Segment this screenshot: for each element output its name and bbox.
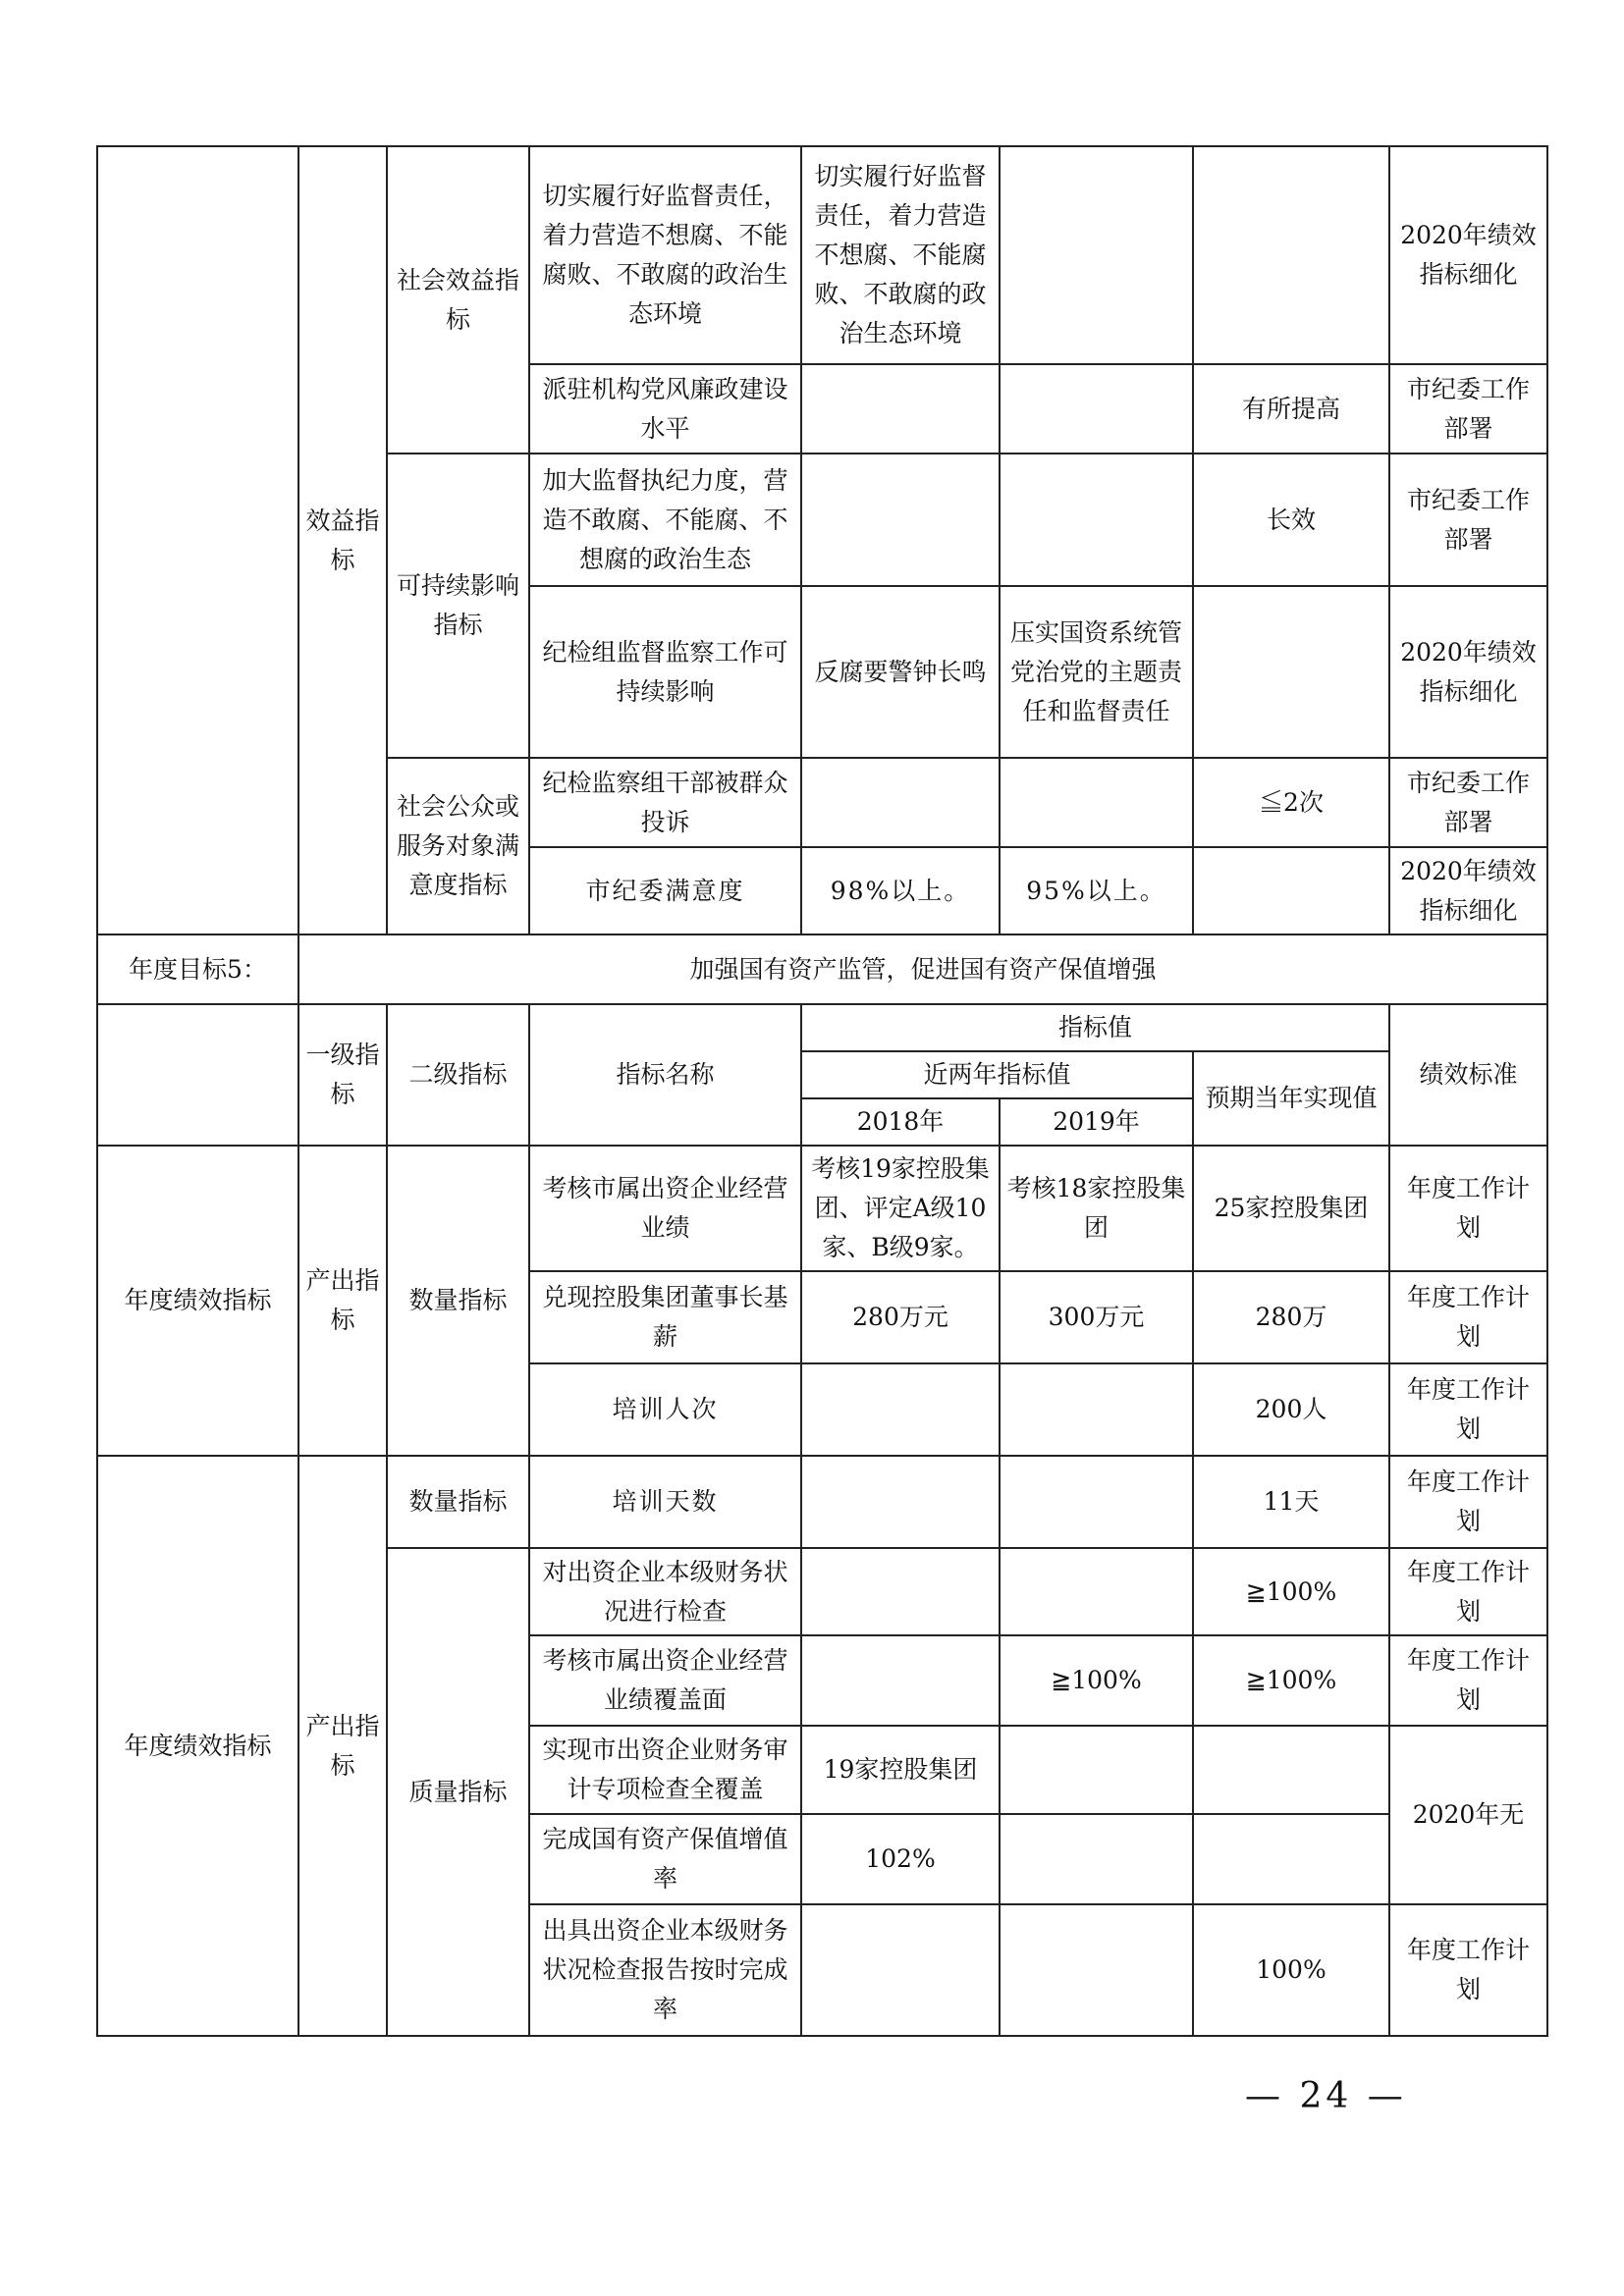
expected-value bbox=[1193, 146, 1389, 364]
goal-text: 加强国有资产监管，促进国有资产保值增强 bbox=[298, 934, 1547, 1004]
value-2018 bbox=[801, 1548, 1000, 1635]
value-2018: 考核19家控股集团、评定A级10家、B级9家。 bbox=[801, 1146, 1000, 1271]
value-2019 bbox=[1000, 758, 1193, 847]
value-2018: 98%以上。 bbox=[801, 847, 1000, 934]
value-2019 bbox=[1000, 364, 1193, 454]
level2-indicator: 社会公众或服务对象满意度指标 bbox=[387, 758, 529, 934]
performance-standard: 年度工作计划 bbox=[1389, 1635, 1547, 1726]
value-2019: 压实国资系统管党治党的主题责任和监督责任 bbox=[1000, 586, 1193, 758]
empty-cell bbox=[97, 146, 298, 934]
indicator-name: 兑现控股集团董事长基薪 bbox=[529, 1271, 801, 1363]
header-indicator-value: 指标值 bbox=[801, 1004, 1389, 1051]
level2-indicator: 社会效益指标 bbox=[387, 146, 529, 454]
level1-indicator: 产出指标 bbox=[298, 1146, 387, 1456]
level2-indicator: 数量指标 bbox=[387, 1146, 529, 1456]
level1-indicator: 产出指标 bbox=[298, 1456, 387, 2036]
expected-value: 100% bbox=[1193, 1904, 1389, 2036]
header-level2: 二级指标 bbox=[387, 1004, 529, 1146]
value-2018 bbox=[801, 758, 1000, 847]
annual-indicator-label: 年度绩效指标 bbox=[97, 1456, 298, 2036]
performance-standard: 年度工作计划 bbox=[1389, 1363, 1547, 1456]
goal-label: 年度目标5： bbox=[97, 934, 298, 1004]
value-2019 bbox=[1000, 1814, 1193, 1904]
indicator-name: 派驻机构党风廉政建设水平 bbox=[529, 364, 801, 454]
expected-value bbox=[1193, 1726, 1389, 1814]
value-2018 bbox=[801, 1635, 1000, 1726]
value-2018: 102% bbox=[801, 1814, 1000, 1904]
performance-standard: 2020年无 bbox=[1389, 1726, 1547, 1904]
expected-value: 200人 bbox=[1193, 1363, 1389, 1456]
value-2018: 切实履行好监督责任，着力营造不想腐、不能腐败、不敢腐的政治生态环境 bbox=[801, 146, 1000, 364]
indicator-name: 考核市属出资企业经营业绩覆盖面 bbox=[529, 1635, 801, 1726]
page-number: — 24 — bbox=[1245, 2076, 1407, 2116]
performance-standard: 年度工作计划 bbox=[1389, 1548, 1547, 1635]
expected-value: 长效 bbox=[1193, 454, 1389, 586]
header-2018: 2018年 bbox=[801, 1098, 1000, 1146]
performance-standard: 年度工作计划 bbox=[1389, 1271, 1547, 1363]
value-2019 bbox=[1000, 1726, 1193, 1814]
indicator-name: 考核市属出资企业经营业绩 bbox=[529, 1146, 801, 1271]
value-2019 bbox=[1000, 1548, 1193, 1635]
performance-standard: 2020年绩效指标细化 bbox=[1389, 847, 1547, 934]
expected-value bbox=[1193, 586, 1389, 758]
expected-value: 280万 bbox=[1193, 1271, 1389, 1363]
header-indicator-name: 指标名称 bbox=[529, 1004, 801, 1146]
header-row bbox=[97, 1004, 1547, 1051]
table-row bbox=[97, 1146, 1547, 1271]
value-2019 bbox=[1000, 146, 1193, 364]
expected-value bbox=[1193, 1814, 1389, 1904]
performance-standard: 市纪委工作部署 bbox=[1389, 454, 1547, 586]
level2-indicator: 可持续影响指标 bbox=[387, 454, 529, 758]
performance-standard: 年度工作计划 bbox=[1389, 1456, 1547, 1548]
table-row bbox=[97, 146, 1547, 364]
value-2018 bbox=[801, 364, 1000, 454]
header-recent-two-years: 近两年指标值 bbox=[801, 1051, 1193, 1098]
expected-value: 11天 bbox=[1193, 1456, 1389, 1548]
performance-standard: 年度工作计划 bbox=[1389, 1904, 1547, 2036]
indicator-name: 培训人次 bbox=[529, 1363, 801, 1456]
indicator-name: 对出资企业本级财务状况进行检查 bbox=[529, 1548, 801, 1635]
performance-standard: 年度工作计划 bbox=[1389, 1146, 1547, 1271]
indicator-name: 加大监督执纪力度，营造不敢腐、不能腐、不想腐的政治生态 bbox=[529, 454, 801, 586]
performance-standard: 2020年绩效指标细化 bbox=[1389, 146, 1547, 364]
performance-standard: 市纪委工作部署 bbox=[1389, 364, 1547, 454]
indicator-name: 市纪委满意度 bbox=[529, 847, 801, 934]
performance-standard: 市纪委工作部署 bbox=[1389, 758, 1547, 847]
header-standard: 绩效标准 bbox=[1389, 1004, 1547, 1146]
value-2019: 300万元 bbox=[1000, 1271, 1193, 1363]
value-2019 bbox=[1000, 1363, 1193, 1456]
value-2019 bbox=[1000, 1456, 1193, 1548]
indicator-name: 纪检组监督监察工作可持续影响 bbox=[529, 586, 801, 758]
annual-indicator-label: 年度绩效指标 bbox=[97, 1146, 298, 1456]
header-2019: 2019年 bbox=[1000, 1098, 1193, 1146]
table-row bbox=[97, 1456, 1547, 1548]
value-2018 bbox=[801, 1904, 1000, 2036]
indicator-name: 纪检监察组干部被群众投诉 bbox=[529, 758, 801, 847]
performance-indicator-table bbox=[96, 145, 1548, 2037]
level2-indicator: 质量指标 bbox=[387, 1548, 529, 2036]
performance-standard: 2020年绩效指标细化 bbox=[1389, 586, 1547, 758]
value-2018 bbox=[801, 1363, 1000, 1456]
value-2018: 280万元 bbox=[801, 1271, 1000, 1363]
value-2018: 19家控股集团 bbox=[801, 1726, 1000, 1814]
value-2019 bbox=[1000, 1904, 1193, 2036]
indicator-name: 出具出资企业本级财务状况检查报告按时完成率 bbox=[529, 1904, 801, 2036]
expected-value: ≧100% bbox=[1193, 1635, 1389, 1726]
value-2018 bbox=[801, 1456, 1000, 1548]
indicator-name: 培训天数 bbox=[529, 1456, 801, 1548]
value-2019: 95%以上。 bbox=[1000, 847, 1193, 934]
expected-value bbox=[1193, 847, 1389, 934]
value-2019 bbox=[1000, 454, 1193, 586]
level1-indicator: 效益指标 bbox=[298, 146, 387, 934]
header-level1: 一级指标 bbox=[298, 1004, 387, 1146]
empty-cell bbox=[97, 1004, 298, 1146]
indicator-name: 切实履行好监督责任，着力营造不想腐、不能腐败、不敢腐的政治生态环境 bbox=[529, 146, 801, 364]
value-2019: 考核18家控股集团 bbox=[1000, 1146, 1193, 1271]
value-2018 bbox=[801, 454, 1000, 586]
indicator-name: 实现市出资企业财务审计专项检查全覆盖 bbox=[529, 1726, 801, 1814]
expected-value: 25家控股集团 bbox=[1193, 1146, 1389, 1271]
expected-value: ≦2次 bbox=[1193, 758, 1389, 847]
goal-row bbox=[97, 934, 1547, 1004]
expected-value: 有所提高 bbox=[1193, 364, 1389, 454]
value-2018: 反腐要警钟长鸣 bbox=[801, 586, 1000, 758]
indicator-name: 完成国有资产保值增值率 bbox=[529, 1814, 801, 1904]
expected-value: ≧100% bbox=[1193, 1548, 1389, 1635]
value-2019: ≧100% bbox=[1000, 1635, 1193, 1726]
header-expected: 预期当年实现值 bbox=[1193, 1051, 1389, 1146]
level2-indicator: 数量指标 bbox=[387, 1456, 529, 1548]
